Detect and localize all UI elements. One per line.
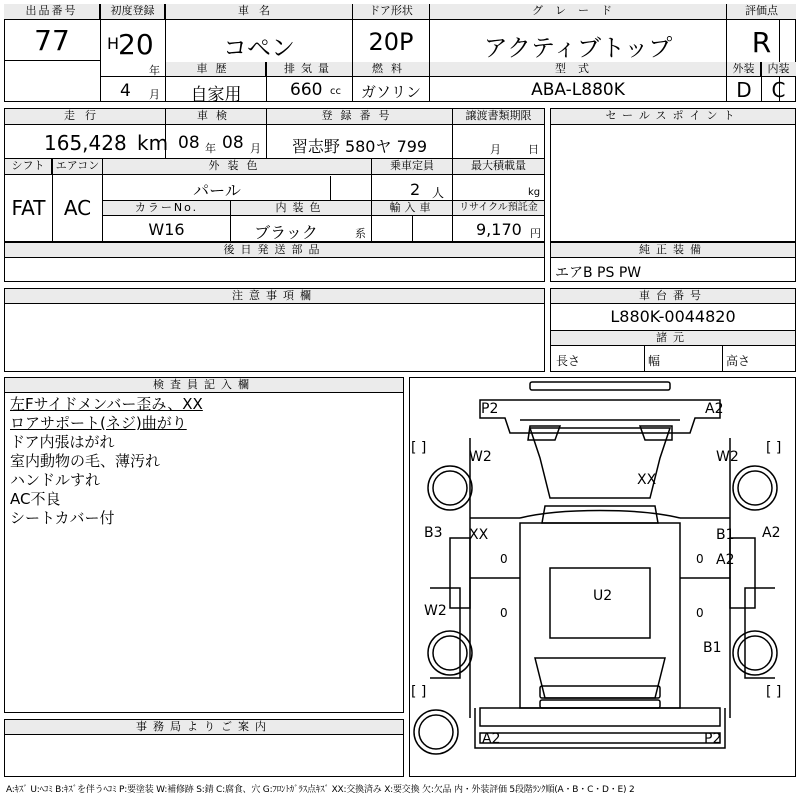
interior-label: 内装 [761, 62, 796, 77]
displacement-unit: cc [330, 86, 341, 97]
year-unit: 年 [149, 64, 160, 77]
bracket-right-rear: [ ] [766, 684, 782, 700]
office-label: 事務局よりご案内 [5, 720, 403, 735]
zero-right-rear: 0 [696, 606, 704, 620]
history-label: 車歴 [166, 62, 266, 77]
zero-right: 0 [696, 552, 704, 566]
grade: アクティブトップ [483, 34, 673, 62]
car-name-label: 車名 [166, 4, 352, 20]
max-load-label: 最大積載量 [453, 159, 544, 175]
damage-a2-front: A2 [705, 401, 724, 417]
recycle: 9,170 [476, 220, 522, 239]
month-unit: 月 [149, 88, 160, 101]
legend: A:ｷｽﾞ U:ﾍｺﾐ B:ｷｽﾞを伴うﾍｺﾐ P:要塗装 W:補修跡 S:錆 C:腐食、穴 G:ﾌﾛﾝﾄｶﾞﾗｽ点ｷｽﾞ XX:交換済み X:要交換 欠:欠品 内・外装評価 5段階ﾗﾝｸ順(A・B・C・D・E) 2 [6, 785, 635, 795]
plate: 習志野 580ヤ 799 [291, 137, 428, 156]
damage-a2-right-side: A2 [762, 525, 781, 541]
era: H [107, 34, 120, 53]
later-parts-label: 後日発送部品 [5, 243, 544, 258]
fuel-label: 燃料 [353, 62, 429, 77]
note-line: シートカバー付 [10, 509, 115, 527]
note-line: 室内動物の毛、薄汚れ [10, 452, 161, 470]
car-name: コペン [223, 34, 295, 62]
int-color-label: 内装色 [231, 201, 371, 216]
mileage-unit: km [137, 131, 169, 155]
height-label: 高さ [726, 354, 751, 368]
damage-xx-hood: XX [637, 472, 657, 488]
transfer-month: 月 [490, 143, 501, 156]
capacity: 2 [410, 180, 421, 199]
equipment: エアB PS PW [555, 265, 642, 281]
ac: AC [63, 196, 92, 220]
model-label: 型式 [430, 62, 726, 77]
damage-u2-roof: U2 [593, 588, 613, 604]
exterior-label: 外装 [727, 62, 761, 77]
damage-p2-rear: P2 [704, 731, 722, 747]
mileage-label: 走行 [5, 109, 165, 125]
note-line: ハンドルすれ [10, 471, 101, 489]
damage-xx-left-door: XX [469, 527, 489, 543]
door: 20P [368, 28, 414, 56]
bracket-left-rear: [ ] [411, 684, 427, 700]
recycle-unit: 円 [530, 227, 541, 240]
damage-b1-right-door: B1 [716, 527, 735, 543]
score-label: 評価点 [727, 4, 796, 20]
equipment-label: 純正装備 [551, 243, 795, 258]
chassis-label: 車台番号 [551, 289, 795, 304]
lot-no: 77 [34, 24, 70, 57]
score: R [751, 26, 772, 59]
note-line: AC不良 [10, 490, 61, 508]
bracket-right-front: [ ] [766, 440, 782, 456]
car-diagram [410, 378, 795, 776]
shift-label: シフト [5, 159, 52, 175]
damage-p2-front: P2 [481, 401, 499, 417]
damage-b1-right-rear: B1 [703, 640, 722, 656]
inspection-label: 車検 [166, 109, 266, 125]
insp-year-unit: 年 [205, 142, 216, 155]
inspector-label: 検査員記入欄 [5, 378, 403, 393]
plate-label: 登録番号 [267, 109, 452, 125]
model: ABA-L880K [531, 80, 625, 100]
insp-month-unit: 月 [250, 142, 261, 155]
notes-label: 注意事項欄 [5, 289, 544, 304]
grade-label: グレード [430, 4, 726, 20]
int-color-suffix: 系 [355, 227, 366, 240]
zero-left: 0 [500, 552, 508, 566]
displacement: 660 [290, 80, 323, 100]
ext-color: パール [193, 181, 241, 200]
insp-year: 08 [178, 133, 200, 153]
inspector-notes [10, 395, 203, 528]
int-color: ブラック [254, 223, 318, 242]
shift: FAT [11, 196, 46, 220]
damage-w2-left-front: W2 [469, 449, 492, 465]
history: 自家用 [190, 85, 242, 105]
note-line: ロアサポート(ネジ)曲がり [10, 414, 187, 432]
fuel: ガソリン [360, 83, 421, 101]
damage-a2-right-door: A2 [716, 552, 735, 568]
damage-b3: B3 [424, 525, 443, 541]
displacement-label: 排気量 [267, 62, 352, 77]
insp-month: 08 [222, 133, 244, 153]
length-label: 長さ [556, 354, 581, 368]
month: 4 [120, 81, 131, 101]
door-label: ドア形状 [353, 4, 429, 20]
import-label: 輸入車 [372, 201, 452, 216]
damage-w2-left-rear: W2 [424, 603, 447, 619]
lot-no-label: 出品番号 [4, 4, 100, 20]
note-line: ドア内張はがれ [10, 433, 115, 451]
width-label: 幅 [648, 354, 661, 368]
bracket-left-front: [ ] [411, 440, 427, 456]
capacity-label: 乗車定員 [372, 159, 452, 175]
damage-a2-rear: A2 [482, 731, 501, 747]
zero-left-rear: 0 [500, 606, 508, 620]
capacity-unit: 人 [432, 186, 445, 200]
first-reg-label: 初度登録 [101, 4, 165, 20]
year: 20 [118, 28, 154, 61]
color-no: W16 [148, 220, 185, 239]
dims-label: 諸元 [551, 331, 795, 346]
recycle-label: リサイクル預託金 [453, 201, 544, 216]
sales-point-box [550, 108, 796, 242]
damage-w2-right-front: W2 [716, 449, 739, 465]
chassis: L880K-0044820 [610, 307, 736, 326]
transfer-label: 譲渡書類期限 [453, 109, 544, 125]
interior-grade: C [771, 78, 786, 102]
color-no-label: カラーNo. [103, 201, 230, 216]
exterior-grade: D [736, 78, 752, 102]
max-load-unit: kg [528, 187, 541, 198]
mileage: 165,428 [44, 131, 127, 155]
ext-color-label: 外装色 [103, 159, 371, 175]
sales-point-label: セールスポイント [551, 109, 795, 125]
ac-label: エアコン [53, 159, 102, 175]
transfer-day: 日 [528, 143, 539, 156]
note-line: 左Fサイドメンバー歪み、XX [10, 395, 203, 413]
